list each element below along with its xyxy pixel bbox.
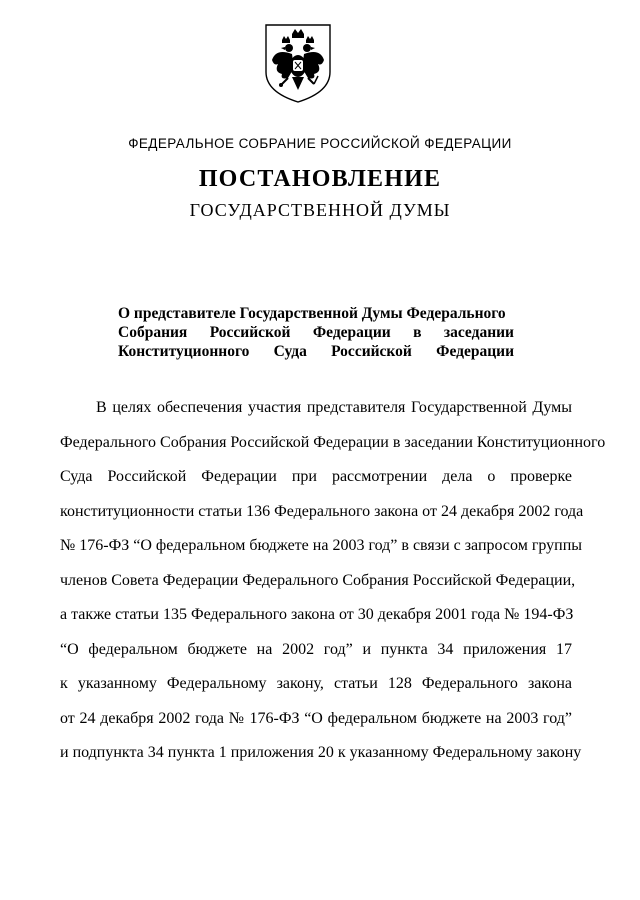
subject-line: Собрания Российской Федерации в заседании (118, 324, 514, 341)
body-line: В целях обеспечения участия представителя Государственной Думы (96, 399, 572, 416)
body-line: Федерального Собрания Российской Федерации в заседании Конституционного (60, 433, 606, 451)
body-line: конституционности статьи 136 Федерального закона от 24 декабря 2002 года (60, 502, 584, 520)
body-line: Суда Российской Федерации при рассмотрении дела о проверке (60, 468, 572, 485)
document-issuer: ГОСУДАРСТВЕННОЙ ДУМЫ (189, 200, 451, 220)
body-line: от 24 декабря 2002 года № 176-ФЗ “О федеральном бюджете на 2003 год” (60, 709, 572, 727)
body-line: к указанному Федеральному закону, статьи 128 Федерального закона (60, 675, 572, 692)
coat-of-arms-icon (262, 22, 334, 104)
body-line: № 176-ФЗ “О федеральном бюджете на 2003 год” в связи с запросом группы (60, 537, 583, 554)
resolution-subject (118, 304, 514, 361)
subject-line: О представителе Государственной Думы Федерального (118, 305, 506, 322)
parliament-name: ФЕДЕРАЛЬНОЕ СОБРАНИЕ РОССИЙСКОЙ ФЕДЕРАЦИИ (128, 136, 512, 151)
body-line: “О федеральном бюджете на 2002 год” и пункта 34 приложения 17 (60, 640, 572, 658)
document-type-title: ПОСТАНОВЛЕНИЕ (198, 166, 442, 192)
body-line: и подпункта 34 пункта 1 приложения 20 к указанному Федеральному закону (60, 744, 582, 761)
body-line: а также статьи 135 Федерального закона от 30 декабря 2001 года № 194-ФЗ (60, 606, 574, 623)
body-line: членов Совета Федерации Федерального Собрания Российской Федерации, (60, 571, 576, 589)
subject-line: Конституционного Суда Российской Федерации (118, 343, 514, 360)
resolution-body (60, 398, 606, 778)
